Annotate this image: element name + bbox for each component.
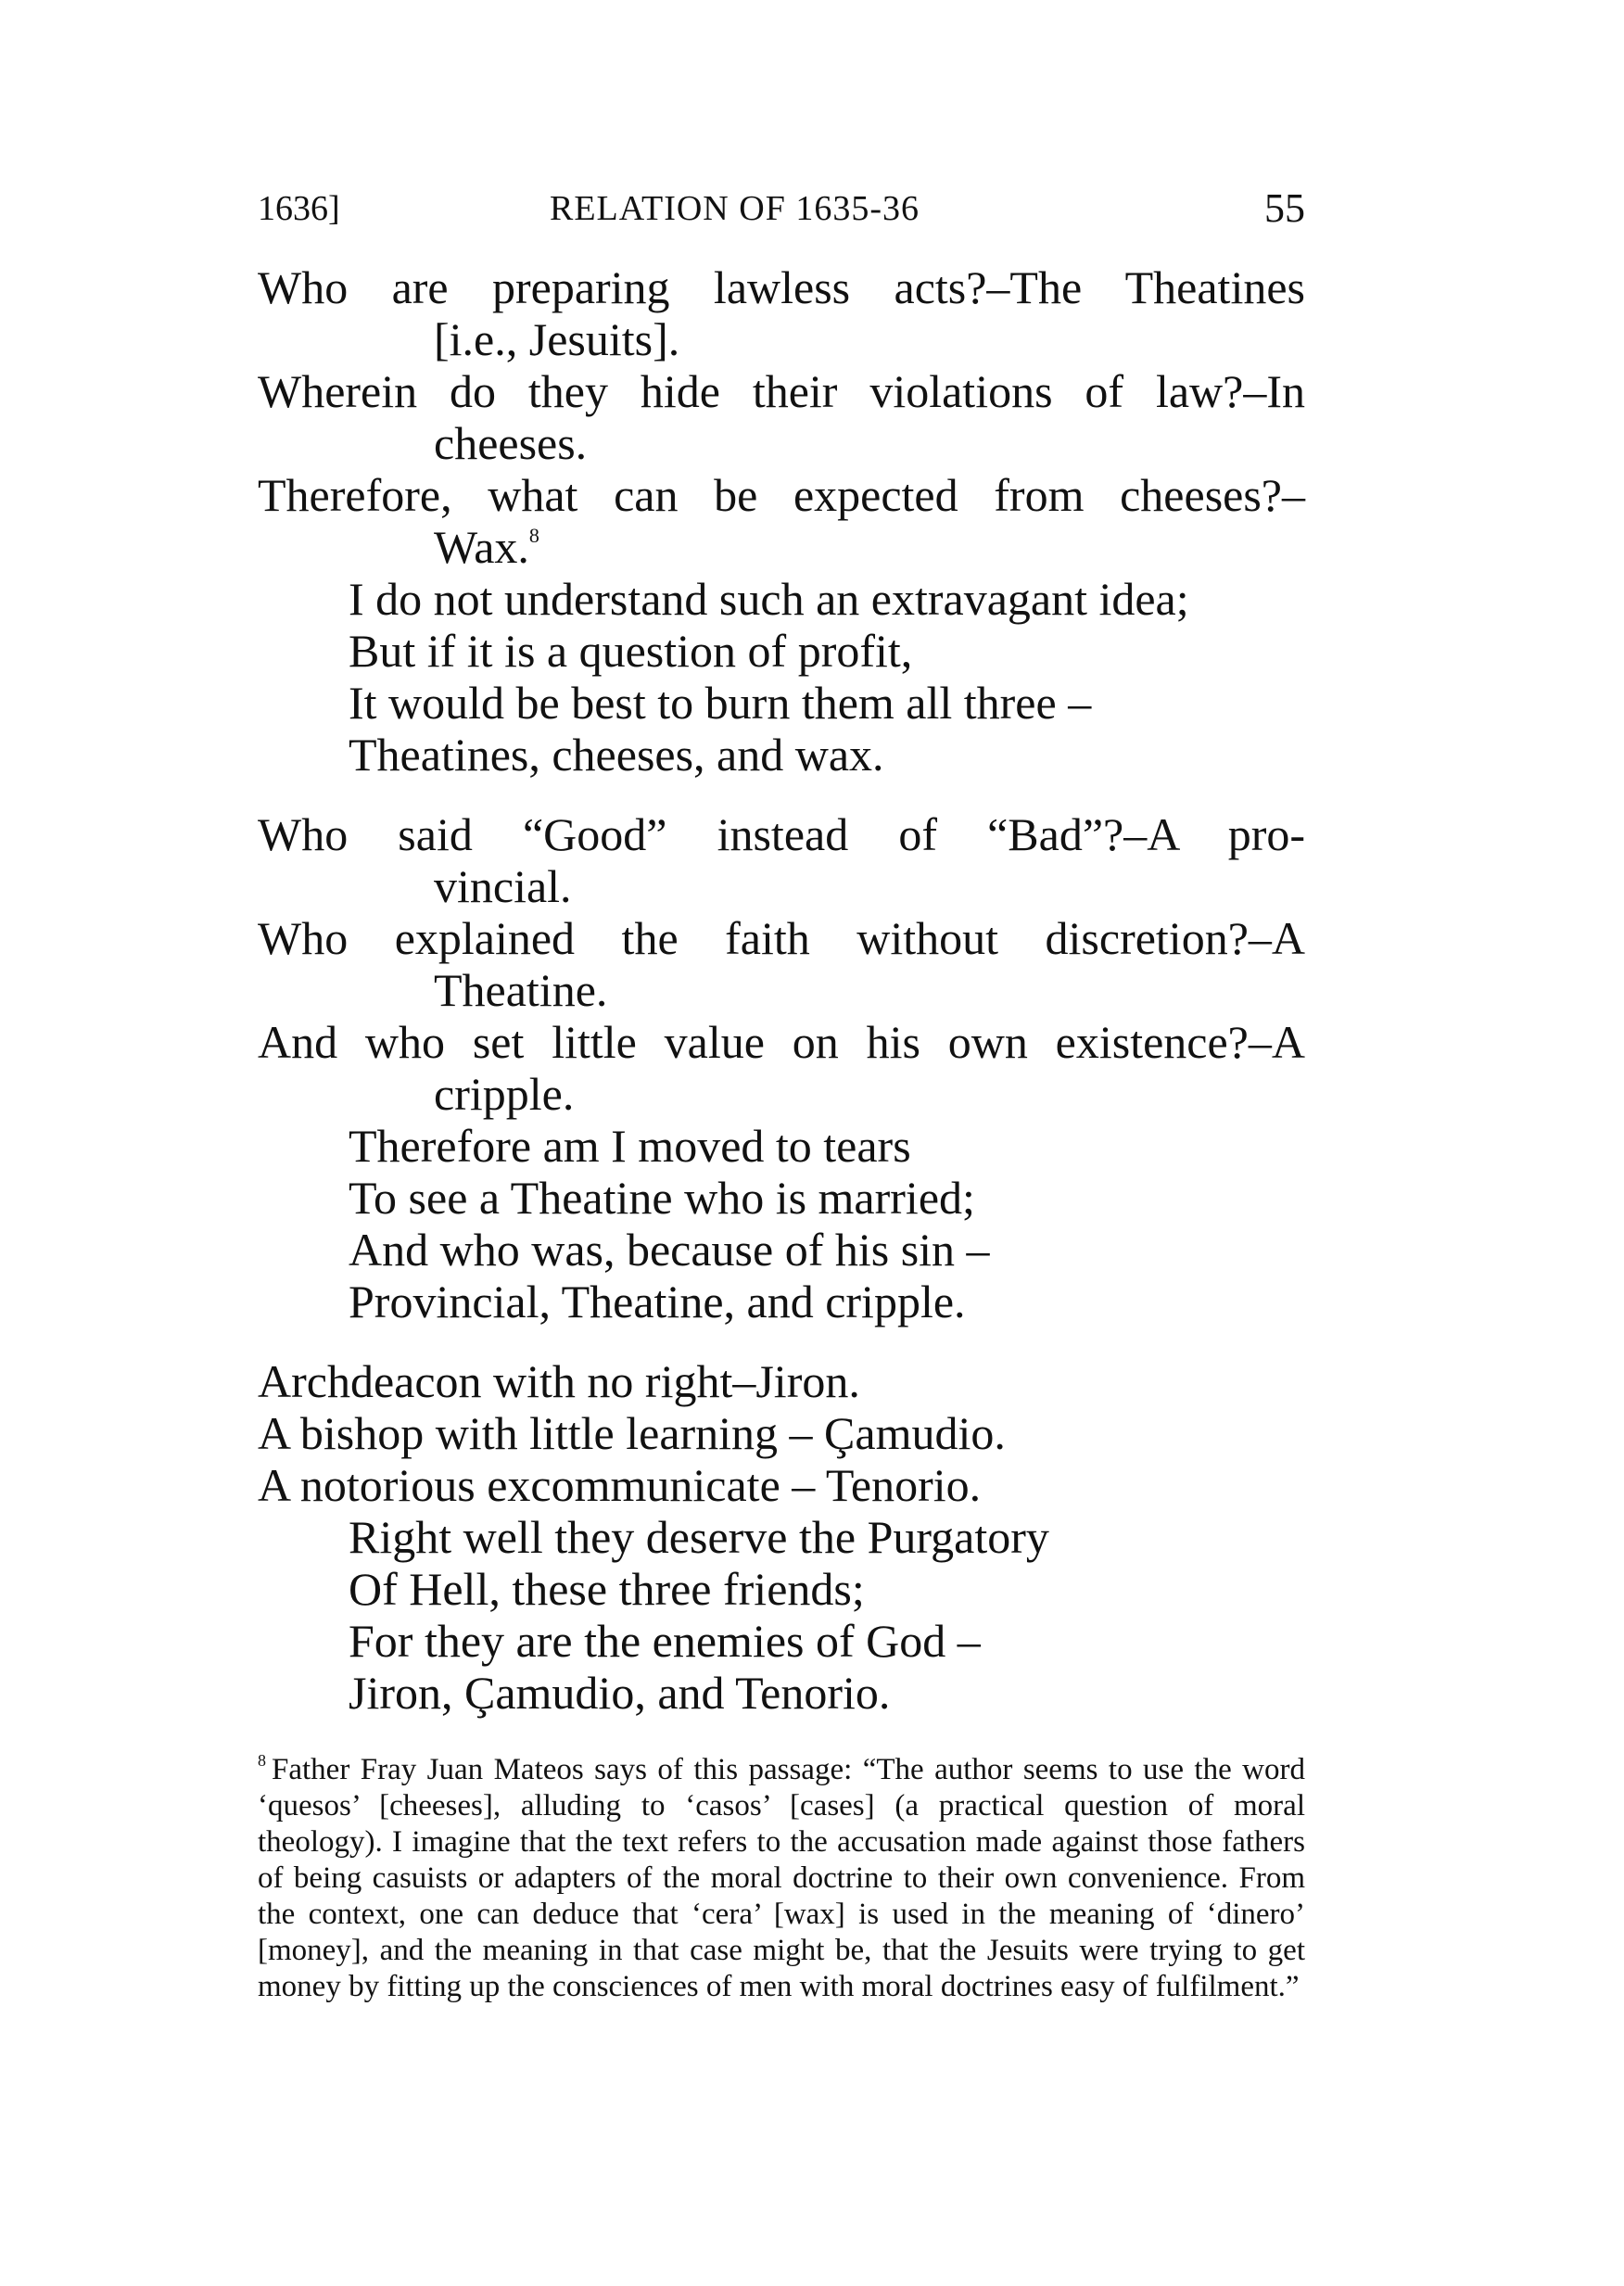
stanza1-answer-2-cont: cheeses. [434,417,588,469]
stanza1-verse-line: Theatines, cheeses, and wax. [349,729,884,781]
stanza1-verse-line: I do not understand such an extravagant idea; [349,573,1189,625]
stanza2-answer-2-cont: Theatine. [434,964,608,1016]
stanza3-verse-line: Of Hell, these three friends; [349,1563,865,1615]
stanza2-question-1: Who said “Good” instead of “Bad”?–A pro- [258,808,1305,860]
stanza2-verse-line: Provincial, Theatine, and cripple. [349,1276,966,1327]
stanza1-question-1: Who are preparing lawless acts?–The Theatines [258,261,1305,313]
stanza3-line: A bishop with little learning – Çamudio. [258,1407,1006,1459]
footnote-text: Father Fray Juan Mateos says of this passage: “The author seems to use the word ‘quesos’ [cheeses], alluding to ‘casos’ [cases] (a practical question of moral theology). I imagine that the text refers to the accusation made against those fathers of being casuists or adapters of the moral doctrine to their own convenience. From the context, one can deduce that ‘cera’ [wax] is used in the meaning of ‘dinero’ [money], and the meaning in that case might be, that the Jesuits were trying to get money by fitting up the consciences of men with moral doctrines easy of fulfilment.” [258,1753,1305,2003]
running-head [258,185,1305,232]
footnote-reference: 8 [528,524,539,547]
stanza1-verse-line: It would be best to burn them all three – [349,677,1092,729]
stanza3-verse-line: Right well they deserve the Purgatory [349,1511,1049,1563]
wax-word: Wax. [434,521,529,573]
stanza1-verse-line: But if it is a question of profit, [349,625,913,677]
stanza-gap [258,1327,1305,1355]
stanza1-answer-1-cont: [i.e., Jesuits]. [434,313,680,365]
stanza3-line: Archdeacon with no right–Jiron. [258,1355,860,1407]
stanza1-answer-3-cont [258,521,1305,573]
stanza2-question-2: Who explained the faith without discretion?–A [258,912,1305,964]
stanza2-verse-line: To see a Theatine who is married; [349,1172,975,1224]
running-head-title: RELATION OF 1635-36 [550,189,920,228]
stanza2-answer-3-cont: cripple. [434,1068,575,1120]
stanza2-verse-line: And who was, because of his sin – [349,1224,990,1276]
stanza-gap [258,781,1305,808]
stanza3-verse-line: Jiron, Çamudio, and Tenorio. [349,1667,891,1719]
footnote-mark: 8 [258,1751,266,1770]
page-number: 55 [1264,185,1305,231]
stanza1-question-3: Therefore, what can be expected from cheeses?– [258,469,1305,521]
footnote [258,1743,1305,2005]
stanza1-question-2: Wherein do they hide their violations of law?–In [258,365,1305,417]
stanza3-verse-line: For they are the enemies of God – [349,1615,981,1667]
stanza2-answer-1-cont: vincial. [434,860,572,912]
running-head-year: 1636] [258,189,340,228]
stanza2-question-3: And who set little value on his own existence?–A [258,1016,1305,1068]
stanza2-verse-line: Therefore am I moved to tears [349,1120,911,1172]
main-text [258,261,1305,1719]
stanza3-line: A notorious excommunicate – Tenorio. [258,1459,982,1511]
